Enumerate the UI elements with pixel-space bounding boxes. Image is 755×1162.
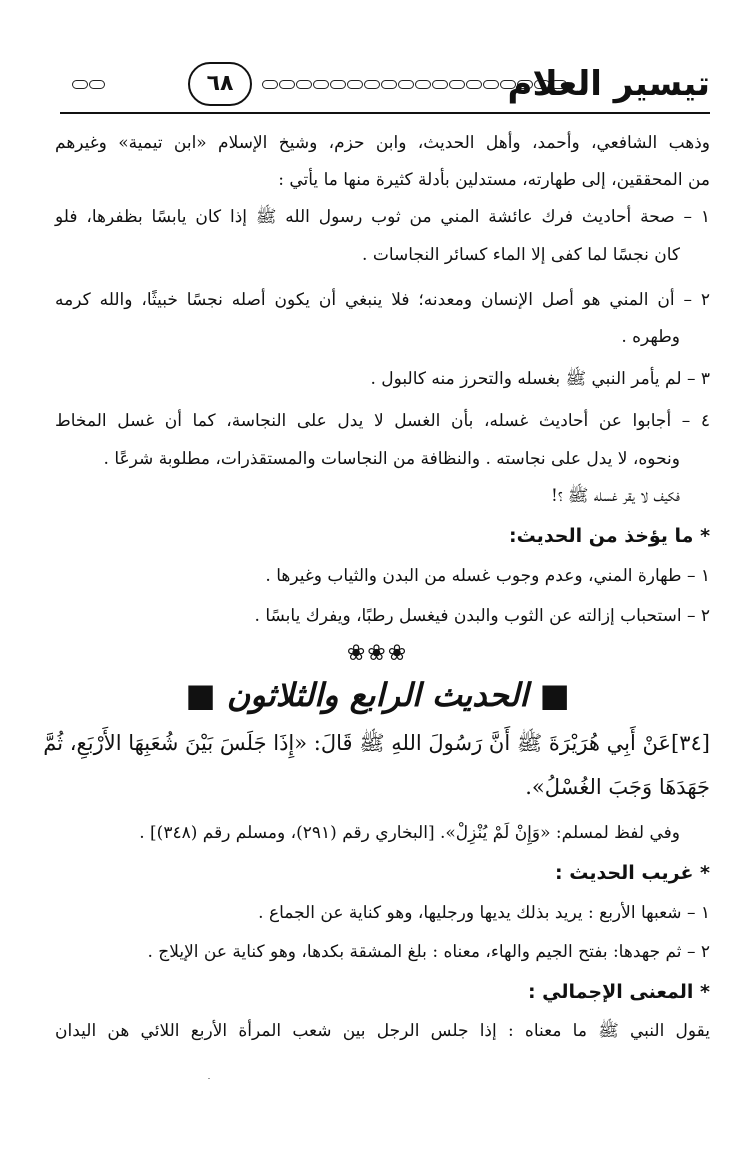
lesson-item: ١ – طهارة المني، وعدم وجوب غسله من البدن والثياب وغيرها .	[265, 566, 710, 586]
meaning-heading: * المعنى الإجمالي :	[527, 981, 710, 1003]
evidence-line: فكيف لا يقر غسله ﷺ ؟!	[551, 486, 680, 506]
evidence-line: وطهره .	[621, 327, 680, 347]
evidence-line: ونحوه، لا يدل على نجاسته . والنظافة من النجاسات والمستقذرات، مطلوبة شرعًا .	[103, 449, 680, 469]
hadith-source: وفي لفظ لمسلم: «وَإِنْ لَمْ يُنْزِلْ». [البخاري رقم (٢٩١)، ومسلم رقم (٣٤٨)] .	[139, 823, 680, 843]
intro-line: وذهب الشافعي، وأحمد، وأهل الحديث، وابن حزم، وشيخ الإسلام «ابن تيمية» وغيرهم	[55, 133, 710, 153]
gharib-item: ٢ – ثم جهدها: بفتح الجيم والهاء، معناه : بلغ المشقة بكدها، وهو كناية عن الإيلاج .	[147, 942, 710, 962]
gharib-item: ١ – شعبها الأربع : يريد بذلك يديها ورجليها، وهو كناية عن الجماع .	[258, 903, 710, 923]
intro-line: من المحققين، إلى طهارته، مستدلين بأدلة كثيرة منها ما يأتي :	[278, 170, 710, 190]
gharib-heading: * غريب الحديث :	[555, 862, 710, 884]
chapter-title: ■ الحديث الرابع والثلاثون ■	[185, 676, 570, 714]
evidence-line: ١ – صحة أحاديث فرك عائشة المني من ثوب رسول الله ﷺ إذا كان يابسًا بظفرها، فلو	[55, 207, 710, 227]
lessons-heading: * ما يؤخذ من الحديث:	[508, 525, 710, 547]
lesson-item: ٢ – استحباب إزالته عن الثوب والبدن فيغسل رطبًا، ويفرك يابسًا .	[254, 606, 710, 626]
meaning-text: يقول النبي ﷺ ما معناه : إذا جلس الرجل بين شعب المرأة الأربع اللائي هن اليدان	[55, 1021, 710, 1041]
evidence-line: ٤ – أجابوا عن أحاديث غسله، بأن الغسل لا يدل على النجاسة، كما أن غسل المخاط	[55, 411, 710, 431]
evidence-line: كان نجسًا لما كفى إلا الماء كسائر النجاسات .	[362, 245, 680, 265]
book-title: تيسير العلام	[507, 64, 710, 104]
header-chain-ornament-left	[72, 80, 105, 89]
header-rule	[60, 112, 710, 114]
scan-speck	[208, 1078, 210, 1079]
page-number: ٦٨	[188, 62, 252, 106]
page-header	[60, 62, 710, 112]
flower-ornament: ❀❀❀	[346, 641, 409, 666]
hadith-text: جَهَدَهَا وَجَبَ الغُسْلُ».	[525, 775, 710, 799]
evidence-line: ٣ – لم يأمر النبي ﷺ بغسله والتحرز منه كالبول .	[370, 369, 710, 389]
hadith-text: [٣٤]عَنْ أَبِي هُرَيْرَةَ ﷺ أَنَّ رَسُولَ اللهِ ﷺ قَالَ: «إِذَا جَلَسَ بَيْنَ شُعَبِهَا الأَرْبَعِ، ثُمَّ	[43, 731, 710, 755]
evidence-line: ٢ – أن المني هو أصل الإنسان ومعدنه؛ فلا ينبغي أن يكون أصله نجسًا خبيثًا، والله كرمه	[55, 290, 710, 310]
